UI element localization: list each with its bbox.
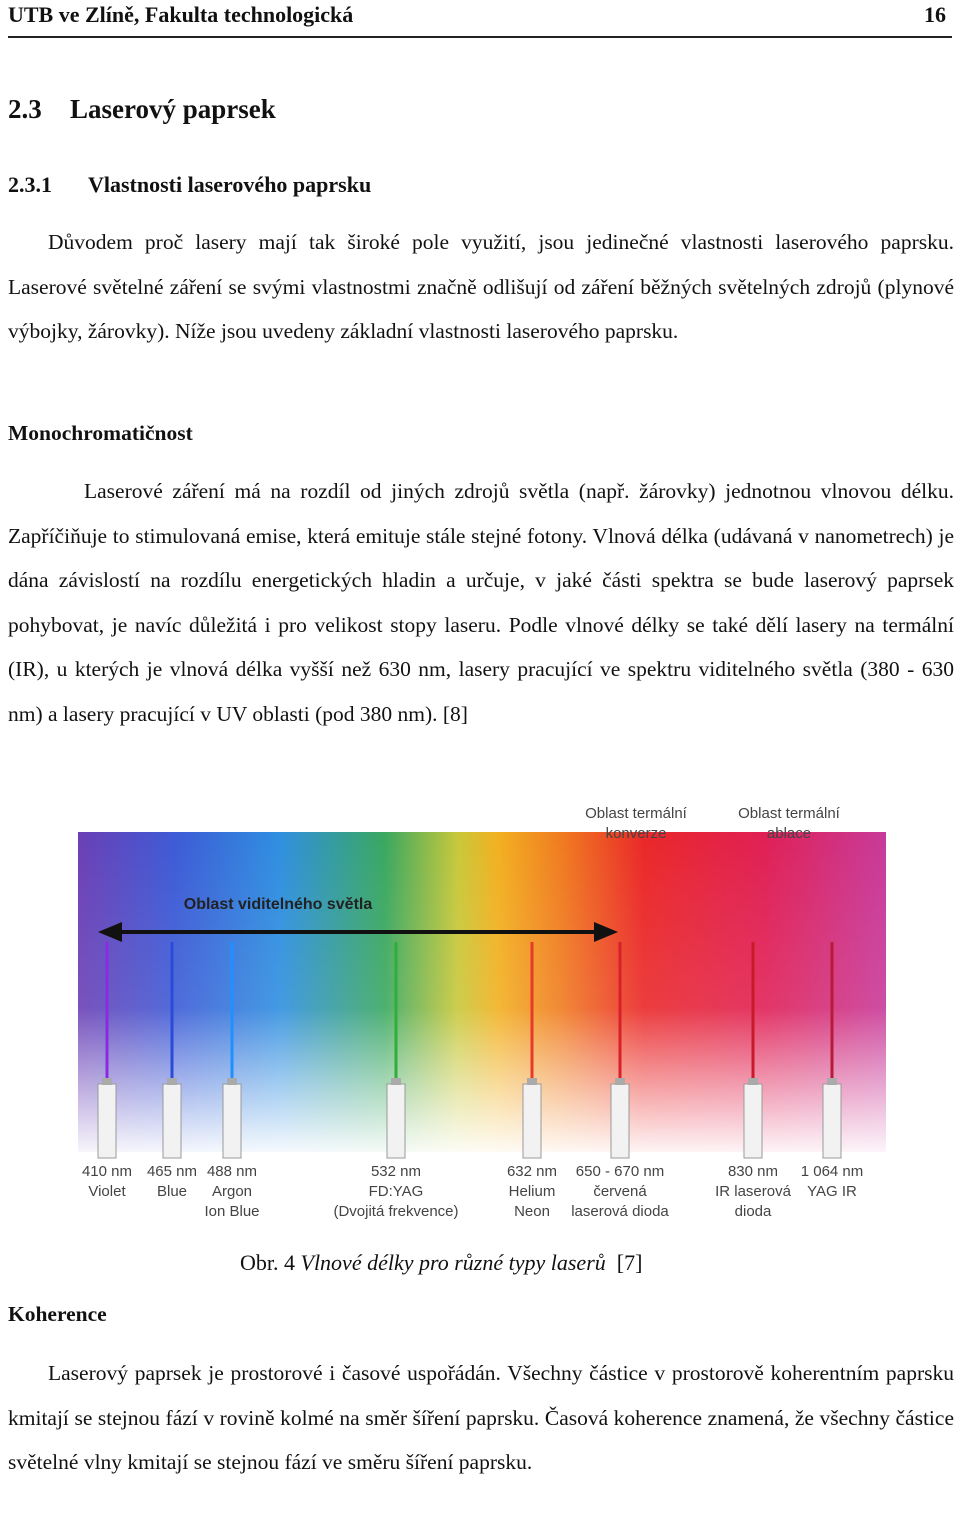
spectrum-svg — [78, 792, 886, 1222]
laser-label: 1 064 nm — [800, 1163, 864, 1180]
subsection-number: 2.3.1 — [8, 172, 52, 197]
caption-prefix: Obr. 4 — [240, 1250, 295, 1275]
laser-label: dioda — [734, 1203, 772, 1220]
laser-label: Ion Blue — [204, 1203, 260, 1220]
laser-label: Argon — [211, 1183, 253, 1200]
laser-label: laserová dioda — [571, 1203, 669, 1220]
koherence-text: Laserový paprsek je prostorové i časové uspořádán. Všechny částice v prostorově koherentním paprsku kmitají se stejnou fází v rovině kolmé na směr šíření paprsku. Časová koherence znamená, že všechny částice světelné vlny kmitají se stejnou fází ve směru šíření paprsku. — [8, 1361, 954, 1475]
intro-text: Důvodem proč lasery mají tak široké pole využití, jsou jedinečné vlastnosti laserového paprsku. Laserové světelné záření se svými vlastnostmi značně odlišují od záření běžných světelných zdrojů (plynové výbojky, žárovky). Níže jsou uvedeny základní vlastnosti laserového paprsku. — [8, 230, 954, 344]
laser-tube — [223, 1084, 241, 1158]
laser-label: Neon — [514, 1203, 550, 1220]
spectrum-figure — [78, 792, 886, 1222]
laser-tube — [523, 1084, 541, 1158]
section-number: 2.3 — [8, 94, 42, 124]
mono-paragraph — [8, 469, 954, 737]
mono-text: Laserové záření má na rozdíl od jiných zdrojů světla (např. žárovky) jednotnou vlnovou délku. Zapříčiňuje to stimulovaná emise, která emituje stále stejné fotony. Vlnová délka (udávaná v nanometrech) je dána závislostí na rozdílu energetických hladin a určuje, v jaké části spektra se bude laserový paprsek pohybovat, je navíc důležitá i pro velikost stopy laseru. Podle vlnové délky se také dělí lasery na termální (IR), u kterých je vlnová délka vyšší než 630 nm, lasery pracující ve spektru viditelného světla (380 - 630 nm) a lasery pracující v UV oblasti (pod 380 nm). [8] — [8, 479, 954, 726]
caption-title: Vlnové délky pro různé typy laserů — [300, 1250, 606, 1275]
laser-tube-cap — [227, 1078, 237, 1085]
laser-label: 465 nm — [146, 1163, 198, 1180]
figure-caption — [240, 1250, 642, 1276]
koherence-paragraph — [8, 1351, 954, 1485]
visible-region-label: Oblast viditelného světla — [183, 896, 373, 913]
laser-label: IR laserová — [715, 1183, 791, 1200]
laser-tube-cap — [527, 1078, 537, 1085]
laser-tube-cap — [167, 1078, 177, 1085]
laser-tube-cap — [391, 1078, 401, 1085]
page-header — [8, 0, 952, 38]
laser-label: Helium — [508, 1183, 556, 1200]
laser-tube — [387, 1084, 405, 1158]
conversion-region-label: Oblast termální — [585, 805, 687, 822]
laser-label: Violet — [88, 1183, 126, 1200]
laser-label: FD:YAG — [368, 1183, 424, 1200]
intro-paragraph — [8, 220, 954, 354]
laser-tube — [823, 1084, 841, 1158]
laser-tube — [163, 1084, 181, 1158]
laser-label: 410 nm — [81, 1163, 133, 1180]
laser-label: 830 nm — [727, 1163, 779, 1180]
laser-tube — [611, 1084, 629, 1158]
spectrum-fade — [78, 832, 886, 1152]
laser-tube-cap — [615, 1078, 625, 1085]
laser-tube — [744, 1084, 762, 1158]
mono-heading: Monochromatičnost — [8, 421, 193, 445]
laser-label: Blue — [156, 1183, 188, 1200]
section-heading — [8, 94, 276, 125]
caption-ref: [7] — [616, 1250, 643, 1275]
header-institution: UTB ve Zlíně, Fakulta technologická — [8, 2, 354, 27]
conversion-region-label: konverze — [605, 825, 667, 842]
laser-label: (Dvojitá frekvence) — [333, 1203, 459, 1220]
laser-label: červená — [593, 1183, 647, 1200]
section-title: Laserový paprsek — [70, 94, 276, 124]
laser-label: 650 - 670 nm — [575, 1163, 665, 1180]
page-number: 16 — [924, 2, 946, 27]
subsection-title: Vlastnosti laserového paprsku — [88, 172, 372, 197]
laser-tube-cap — [748, 1078, 758, 1085]
laser-label: 532 nm — [370, 1163, 422, 1180]
koherence-heading: Koherence — [8, 1302, 107, 1326]
laser-tube-cap — [827, 1078, 837, 1085]
laser-label: 632 nm — [506, 1163, 558, 1180]
laser-label: YAG IR — [807, 1183, 857, 1200]
laser-tube-cap — [102, 1078, 112, 1085]
laser-tube — [98, 1084, 116, 1158]
ablation-region-label: Oblast termální — [738, 805, 840, 822]
laser-label: 488 nm — [206, 1163, 258, 1180]
subsection-heading — [8, 172, 371, 198]
ablation-region-label: ablace — [766, 825, 812, 842]
